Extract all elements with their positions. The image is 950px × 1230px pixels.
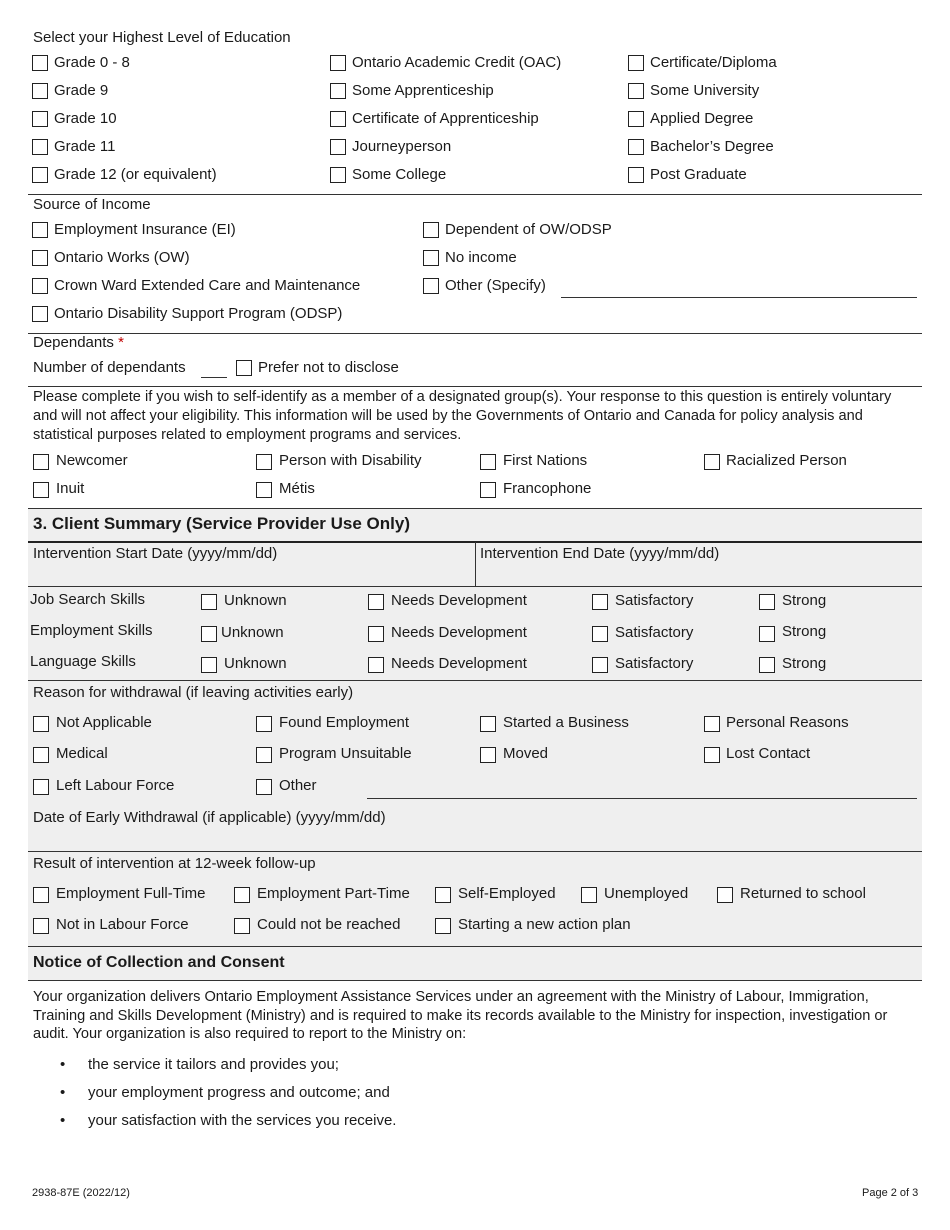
self-identify-text: Please complete if you wish to self-identify as a member of a designated group(s). Your response to this question is entirely voluntary and will not affect your eligibility. This information will be used by the Governments of Ontario and Canada for policy analysis and statistical purposes related to employment programs and services.	[33, 389, 892, 443]
withdrawal-checkbox-program-unsuitable[interactable]	[256, 747, 272, 763]
education-title: Select your Highest Level of Education	[33, 29, 291, 46]
notice-bullet-item: your employment progress and outcome; and	[88, 1084, 390, 1101]
education-label: Post Graduate	[650, 166, 747, 183]
withdrawal-label: Personal Reasons	[726, 714, 849, 731]
bullet-marker: •	[60, 1084, 66, 1101]
section-divider	[28, 851, 922, 852]
section-divider	[28, 980, 922, 981]
income-checkbox-no-income[interactable]	[423, 250, 439, 266]
education-checkbox-oac[interactable]	[330, 55, 346, 71]
withdrawal-checkbox-medical[interactable]	[33, 747, 49, 763]
dependants-number-label: Number of dependants	[33, 359, 186, 376]
education-label: Ontario Academic Credit (OAC)	[352, 54, 562, 71]
withdrawal-title: Reason for withdrawal (if leaving activities early)	[33, 684, 354, 701]
employment-unknown-checkbox[interactable]	[201, 626, 217, 642]
dependants-prefer-label: Prefer not to disclose	[258, 359, 399, 376]
education-checkbox-grade-10[interactable]	[32, 111, 48, 127]
rating-label: Needs Development	[391, 655, 527, 672]
self-identify-checkbox-metis[interactable]	[256, 482, 272, 498]
education-checkbox-certificate-diploma[interactable]	[628, 55, 644, 71]
dependants-title	[33, 334, 124, 352]
self-identify-label: First Nations	[503, 452, 588, 469]
education-label: Some College	[352, 166, 447, 183]
rating-label: Satisfactory	[615, 624, 694, 641]
education-label: Certificate of Apprenticeship	[352, 110, 539, 127]
section-divider	[28, 586, 922, 587]
rating-label: Unknown	[224, 655, 287, 672]
job-search-unknown-checkbox[interactable]	[201, 594, 217, 610]
withdrawal-checkbox-lost-contact[interactable]	[704, 747, 720, 763]
page-number: Page 2 of 3	[862, 1187, 919, 1199]
bullet-marker: •	[60, 1112, 66, 1129]
followup-label: Self-Employed	[458, 885, 556, 902]
followup-label: Employment Part-Time	[257, 885, 410, 902]
education-checkbox-grade-0-8[interactable]	[32, 55, 48, 71]
followup-label: Employment Full-Time	[56, 885, 206, 902]
education-checkbox-cert-apprenticeship[interactable]	[330, 111, 346, 127]
section-divider	[28, 194, 922, 195]
withdrawal-other-specify-field[interactable]	[367, 798, 917, 799]
dependants-number-field[interactable]	[201, 377, 227, 378]
section-divider	[28, 386, 922, 387]
education-checkbox-journeyperson[interactable]	[330, 139, 346, 155]
rating-label: Strong	[782, 592, 827, 609]
income-checkbox-ei[interactable]	[32, 222, 48, 238]
education-checkbox-grade-9[interactable]	[32, 83, 48, 99]
language-unknown-checkbox[interactable]	[201, 657, 217, 673]
withdrawal-label: Not Applicable	[56, 714, 152, 731]
followup-label: Not in Labour Force	[56, 916, 189, 933]
income-label: No income	[445, 249, 517, 266]
employment-needs-development-checkbox[interactable]	[368, 626, 384, 642]
withdrawal-checkbox-other[interactable]	[256, 779, 272, 795]
self-identify-checkbox-disability[interactable]	[256, 454, 272, 470]
withdrawal-label: Found Employment	[279, 714, 410, 731]
income-label: Employment Insurance (EI)	[54, 221, 236, 238]
education-label: Applied Degree	[650, 110, 754, 127]
skill-label-job-search: Job Search Skills	[30, 591, 146, 608]
language-satisfactory-checkbox[interactable]	[592, 657, 608, 673]
followup-checkbox-self-employed[interactable]	[435, 887, 451, 903]
education-label: Grade 9	[54, 82, 109, 99]
bullet-marker: •	[60, 1056, 66, 1073]
rating-label: Needs Development	[391, 624, 527, 641]
education-label: Some Apprenticeship	[352, 82, 494, 99]
rating-label: Unknown	[224, 592, 287, 609]
withdrawal-label: Lost Contact	[726, 745, 811, 762]
withdrawal-label: Other	[279, 777, 317, 794]
self-identify-checkbox-newcomer[interactable]	[33, 454, 49, 470]
notice-text: Your organization delivers Ontario Employment Assistance Services under an agreement with the Ministry of Labour, Immigration, Training and Skills Development (Ministry) and is required to make its records available to the Ministry for inspection, investigation or audit. Your organization is also required to report to the Ministry on:	[33, 989, 888, 1042]
job-search-satisfactory-checkbox[interactable]	[592, 594, 608, 610]
section-divider	[28, 333, 922, 334]
education-label: Journeyperson	[352, 138, 452, 155]
education-label: Some University	[650, 82, 760, 99]
withdrawal-label: Left Labour Force	[56, 777, 175, 794]
employment-satisfactory-checkbox[interactable]	[592, 626, 608, 642]
withdrawal-date-field[interactable]	[28, 828, 922, 850]
income-checkbox-odsp[interactable]	[32, 306, 48, 322]
education-checkbox-bachelors-degree[interactable]	[628, 139, 644, 155]
job-search-needs-development-checkbox[interactable]	[368, 594, 384, 610]
form-number: 2938-87E (2022/12)	[32, 1187, 130, 1199]
self-identify-checkbox-racialized[interactable]	[704, 454, 720, 470]
withdrawal-checkbox-moved[interactable]	[480, 747, 496, 763]
followup-label: Returned to school	[740, 885, 866, 902]
intervention-end-date-label: Intervention End Date (yyyy/mm/dd)	[480, 545, 720, 562]
education-checkbox-some-college[interactable]	[330, 167, 346, 183]
self-identify-checkbox-first-nations[interactable]	[480, 454, 496, 470]
withdrawal-checkbox-left-labour-force[interactable]	[33, 779, 49, 795]
self-identify-checkbox-inuit[interactable]	[33, 482, 49, 498]
followup-checkbox-part-time[interactable]	[234, 887, 250, 903]
followup-checkbox-returned-to-school[interactable]	[717, 887, 733, 903]
education-label: Grade 10	[54, 110, 117, 127]
education-checkbox-grade-11[interactable]	[32, 139, 48, 155]
language-strong-checkbox[interactable]	[759, 657, 775, 673]
followup-label: Unemployed	[604, 885, 689, 902]
income-checkbox-other[interactable]	[423, 278, 439, 294]
education-checkbox-post-graduate[interactable]	[628, 167, 644, 183]
income-label: Dependent of OW/ODSP	[445, 221, 612, 238]
education-checkbox-applied-degree[interactable]	[628, 111, 644, 127]
withdrawal-checkbox-not-applicable[interactable]	[33, 716, 49, 732]
education-label: Certificate/Diploma	[650, 54, 777, 71]
self-identify-checkbox-francophone[interactable]	[480, 482, 496, 498]
followup-title: Result of intervention at 12-week follow-up	[33, 855, 316, 872]
income-title: Source of Income	[33, 196, 151, 213]
income-checkbox-crown-ward[interactable]	[32, 278, 48, 294]
followup-checkbox-could-not-be-reached[interactable]	[234, 918, 250, 934]
language-needs-development-checkbox[interactable]	[368, 657, 384, 673]
education-label: Grade 0 - 8	[54, 54, 130, 71]
withdrawal-checkbox-personal-reasons[interactable]	[704, 716, 720, 732]
withdrawal-date-label: Date of Early Withdrawal (if applicable) (yyyy/mm/dd)	[33, 809, 386, 826]
education-checkbox-some-university[interactable]	[628, 83, 644, 99]
followup-checkbox-unemployed[interactable]	[581, 887, 597, 903]
education-label: Bachelor’s Degree	[650, 138, 774, 155]
self-identify-label: Person with Disability	[279, 452, 422, 469]
followup-checkbox-not-in-labour-force[interactable]	[33, 918, 49, 934]
withdrawal-checkbox-found-employment[interactable]	[256, 716, 272, 732]
self-identify-label: Newcomer	[56, 452, 128, 469]
rating-label: Strong	[782, 655, 827, 672]
rating-label: Unknown	[221, 624, 284, 641]
income-checkbox-ow[interactable]	[32, 250, 48, 266]
education-checkbox-some-apprenticeship[interactable]	[330, 83, 346, 99]
income-other-specify-field[interactable]	[561, 297, 917, 298]
income-label: Ontario Disability Support Program (ODSP)	[54, 305, 343, 322]
withdrawal-label: Medical	[56, 745, 108, 762]
followup-label: Could not be reached	[257, 916, 401, 933]
skill-label-language: Language Skills	[30, 653, 136, 670]
self-identify-label: Inuit	[56, 480, 85, 497]
education-label: Grade 12 (or equivalent)	[54, 166, 217, 183]
client-summary-title: 3. Client Summary (Service Provider Use Only)	[33, 514, 410, 533]
followup-checkbox-new-action-plan[interactable]	[435, 918, 451, 934]
education-label: Grade 11	[54, 138, 116, 155]
withdrawal-label: Program Unsuitable	[279, 745, 412, 762]
self-identify-label: Métis	[279, 480, 315, 497]
employment-strong-checkbox[interactable]	[759, 626, 775, 642]
required-mark: *	[118, 334, 124, 351]
followup-checkbox-full-time[interactable]	[33, 887, 49, 903]
withdrawal-label: Started a Business	[503, 714, 629, 731]
dependants-title-text: Dependants	[33, 334, 114, 351]
followup-label: Starting a new action plan	[458, 916, 631, 933]
skill-label-employment: Employment Skills	[30, 622, 153, 639]
job-search-strong-checkbox[interactable]	[759, 594, 775, 610]
intervention-start-date-field[interactable]	[28, 564, 474, 585]
notice-bullet-item: the service it tailors and provides you;	[88, 1056, 339, 1073]
rating-label: Needs Development	[391, 592, 527, 609]
notice-title: Notice of Collection and Consent	[33, 954, 285, 971]
income-checkbox-dependent-ow-odsp[interactable]	[423, 222, 439, 238]
education-checkbox-grade-12[interactable]	[32, 167, 48, 183]
income-label: Crown Ward Extended Care and Maintenance	[54, 277, 361, 294]
intervention-end-date-field[interactable]	[476, 564, 921, 585]
rating-label: Satisfactory	[615, 592, 694, 609]
rating-label: Strong	[782, 623, 827, 640]
income-label: Ontario Works (OW)	[54, 249, 190, 266]
notice-bullet-item: your satisfaction with the services you receive.	[88, 1112, 397, 1129]
dependants-prefer-checkbox[interactable]	[236, 360, 252, 376]
rating-label: Satisfactory	[615, 655, 694, 672]
withdrawal-checkbox-started-business[interactable]	[480, 716, 496, 732]
self-identify-label: Francophone	[503, 480, 592, 497]
income-label: Other (Specify)	[445, 277, 546, 294]
self-identify-label: Racialized Person	[726, 452, 847, 469]
withdrawal-label: Moved	[503, 745, 549, 762]
intervention-start-date-label: Intervention Start Date (yyyy/mm/dd)	[33, 545, 278, 562]
section-divider	[28, 680, 922, 681]
